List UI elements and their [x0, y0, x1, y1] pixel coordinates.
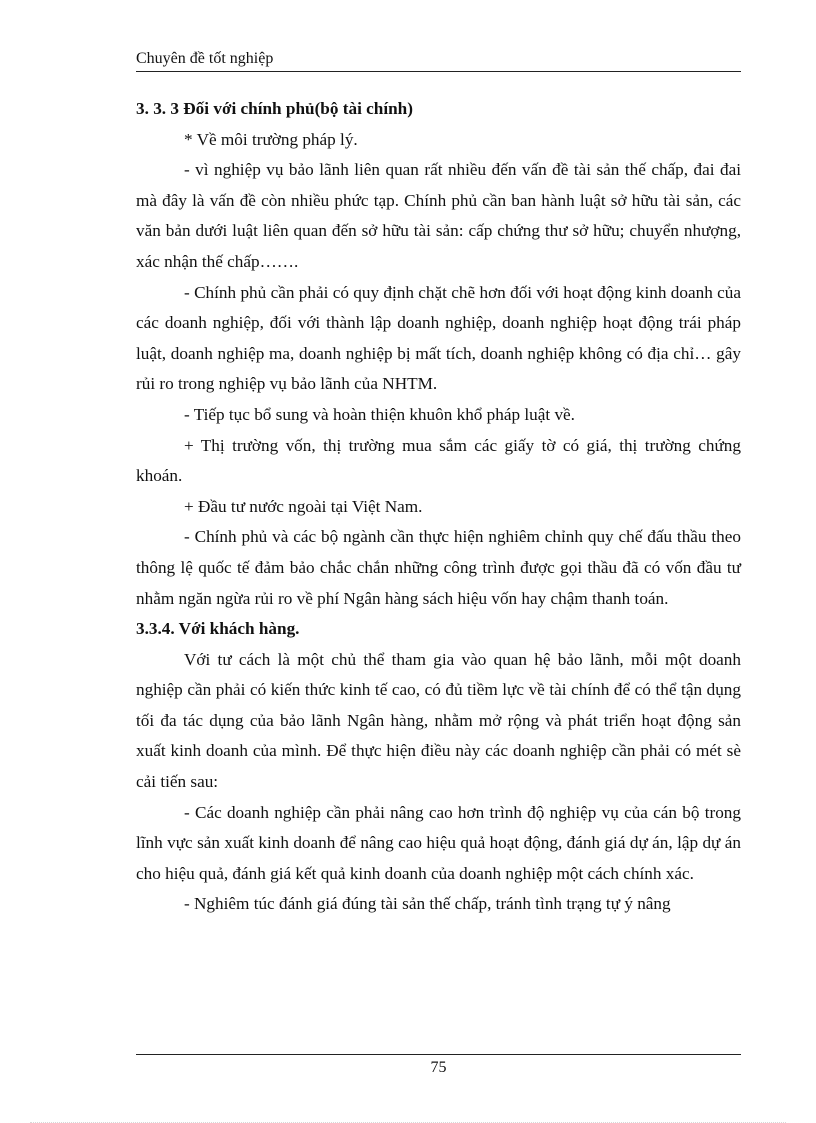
paragraph-customers: Với tư cách là một chủ thể tham gia vào quan hệ bảo lãnh, mỗi một doanh nghiệp cần phải có kiến thức kinh tế cao, có đủ tiềm lực về tài chính để có thể tận dụng tối đa tác dụng của bảo lãnh Ngân hàng, nhằm mở rộng và phát triển hoạt động sản xuất kinh doanh của mình. Để thực hiện điều này các doanh nghiệp cần phải có mét sè cải tiến sau: — [136, 649, 741, 792]
paragraph-bidding: - Chính phủ và các bộ ngành cần thực hiện nghiêm chỉnh quy chế đấu thầu theo thông lệ quốc tế đảm bảo chắc chắn những công trình được gọi thầu đã có vốn đầu tư nhằm ngăn ngừa rủi ro về phí Ngân hàng sách hiệu vốn hay chậm thanh toán. — [136, 527, 741, 608]
paragraph-collateral: - vì nghiệp vụ bảo lãnh liên quan rất nhiều đến vấn đề tài sản thế chấp, đai đai mà đây là vấn đề còn nhiều phức tạp. Chính phủ cần ban hành luật sở hữu tài sản, các văn bản dưới luật liên quan đến sở hữu tài sản: cấp chứng thư sở hữu; chuyển nhượng, xác nhận thế chấp……. — [136, 160, 741, 271]
paragraph-legal-environment: * Về môi trường pháp lý. — [184, 129, 358, 149]
section-heading-3-3-4: 3.3.4. Với khách hàng. — [136, 619, 300, 639]
header-rule — [136, 71, 741, 72]
paragraph-capital-market: + Thị trường vốn, thị trường mua sắm các giấy tờ có giá, thị trường chứng khoán. — [136, 435, 741, 486]
section-heading-3-3-3: 3. 3. 3 Đối với chính phủ(bộ tài chính) — [136, 99, 413, 118]
paragraph-staff-training: - Các doanh nghiệp cần phải nâng cao hơn trình độ nghiệp vụ của cán bộ trong lĩnh vực sản xuất kinh doanh để nâng cao hiệu quả hoạt động, đánh giá dự án, lập dự án cho hiệu quả, đánh giá kết quả kinh doanh của doanh nghiệp một cách chính xác. — [136, 802, 741, 883]
paragraph-collateral-valuation: - Nghiêm túc đánh giá đúng tài sản thế chấp, tránh tình trạng tự ý nâng — [184, 894, 671, 914]
footer-rule — [136, 1054, 741, 1055]
page-number: 75 — [430, 1059, 447, 1076]
paragraph-legal-framework: - Tiếp tục bổ sung và hoàn thiện khuôn khổ pháp luật về. — [184, 404, 575, 424]
paragraph-enterprise-regulation: - Chính phủ cần phải có quy định chặt chẽ hơn đối với hoạt động kinh doanh của các doanh nghiệp, đối với thành lập doanh nghiệp, doanh nghiệp hoạt động trái pháp luật, doanh nghiệp ma, doanh nghiệp bị mất tích, doanh nghiệp không có địa chỉ… gây rủi ro trong nghiệp vụ bảo lãnh của NHTM. — [136, 282, 741, 394]
page-body — [136, 94, 741, 920]
paragraph-foreign-investment: + Đầu tư nước ngoài tại Việt Nam. — [184, 496, 423, 516]
running-header: Chuyên đề tốt nghiệp — [136, 50, 274, 67]
